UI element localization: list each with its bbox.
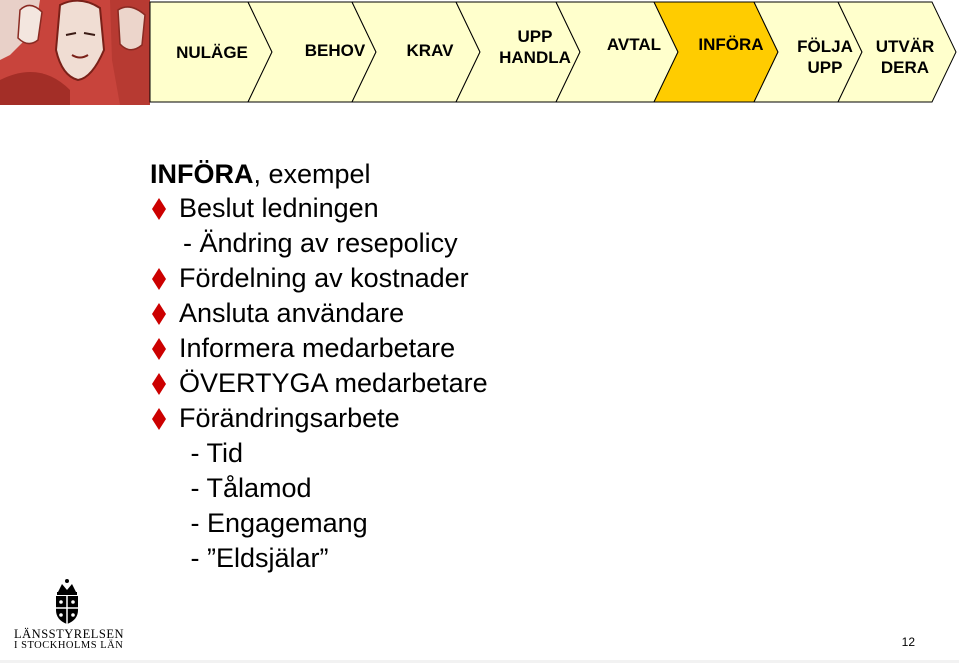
sub-item: - Tålamod bbox=[183, 473, 312, 503]
sub-item: - Engagemang bbox=[183, 508, 368, 538]
diamond-bullet-icon bbox=[152, 303, 166, 325]
logo-line-2: I STOCKHOLMS LÄN bbox=[14, 640, 124, 651]
agency-logo-text bbox=[14, 628, 124, 652]
slide-title-bold: INFÖRA bbox=[150, 159, 254, 189]
bullet-text: Förändringsarbete bbox=[179, 403, 400, 433]
crown-coat-of-arms-logo-icon bbox=[14, 578, 120, 628]
diamond-bullet-icon bbox=[152, 198, 166, 220]
bullet-text: ÖVERTYGA medarbetare bbox=[179, 368, 488, 398]
diamond-bullet-icon bbox=[152, 338, 166, 360]
process-step-krav: KRAV bbox=[406, 40, 454, 60]
bullet-text: Beslut ledningen bbox=[179, 193, 379, 223]
process-step-utvardera: UTVÄR DERA bbox=[875, 37, 935, 77]
process-step-infora: INFÖRA bbox=[698, 34, 764, 54]
process-step-behov: BEHOV bbox=[304, 40, 366, 60]
process-step-avtal: AVTAL bbox=[606, 34, 662, 54]
process-step-upphandla: UPP HANDLA bbox=[499, 27, 571, 67]
sub-item: - ”Eldsjälar” bbox=[183, 543, 329, 573]
process-step-folja-upp: FÖLJA UPP bbox=[797, 37, 853, 77]
process-step-nulage: NULÄGE bbox=[176, 42, 248, 62]
sub-item: - Tid bbox=[183, 438, 244, 468]
bullet-text: Ansluta användare bbox=[179, 298, 405, 328]
logo-line-1: LÄNSSTYRELSEN bbox=[14, 627, 124, 641]
bullet-text: Informera medarbetare bbox=[179, 333, 456, 363]
bullet-item bbox=[150, 296, 850, 331]
bullet-text: Fördelning av kostnader bbox=[179, 263, 469, 293]
bullet-item bbox=[150, 401, 850, 436]
diamond-bullet-icon bbox=[152, 268, 166, 290]
bullet-item bbox=[150, 331, 850, 366]
bullet-item bbox=[150, 366, 850, 401]
sub-item: - Ändring av resepolicy bbox=[183, 228, 458, 258]
diamond-bullet-icon bbox=[152, 408, 166, 430]
bullet-item bbox=[150, 261, 850, 296]
slide-title-rest: , exempel bbox=[253, 159, 371, 189]
page-number: 12 bbox=[901, 635, 915, 649]
bullet-item bbox=[150, 191, 850, 226]
slide-content bbox=[150, 157, 850, 576]
diamond-bullet-icon bbox=[152, 373, 166, 395]
slide-title bbox=[150, 157, 850, 191]
